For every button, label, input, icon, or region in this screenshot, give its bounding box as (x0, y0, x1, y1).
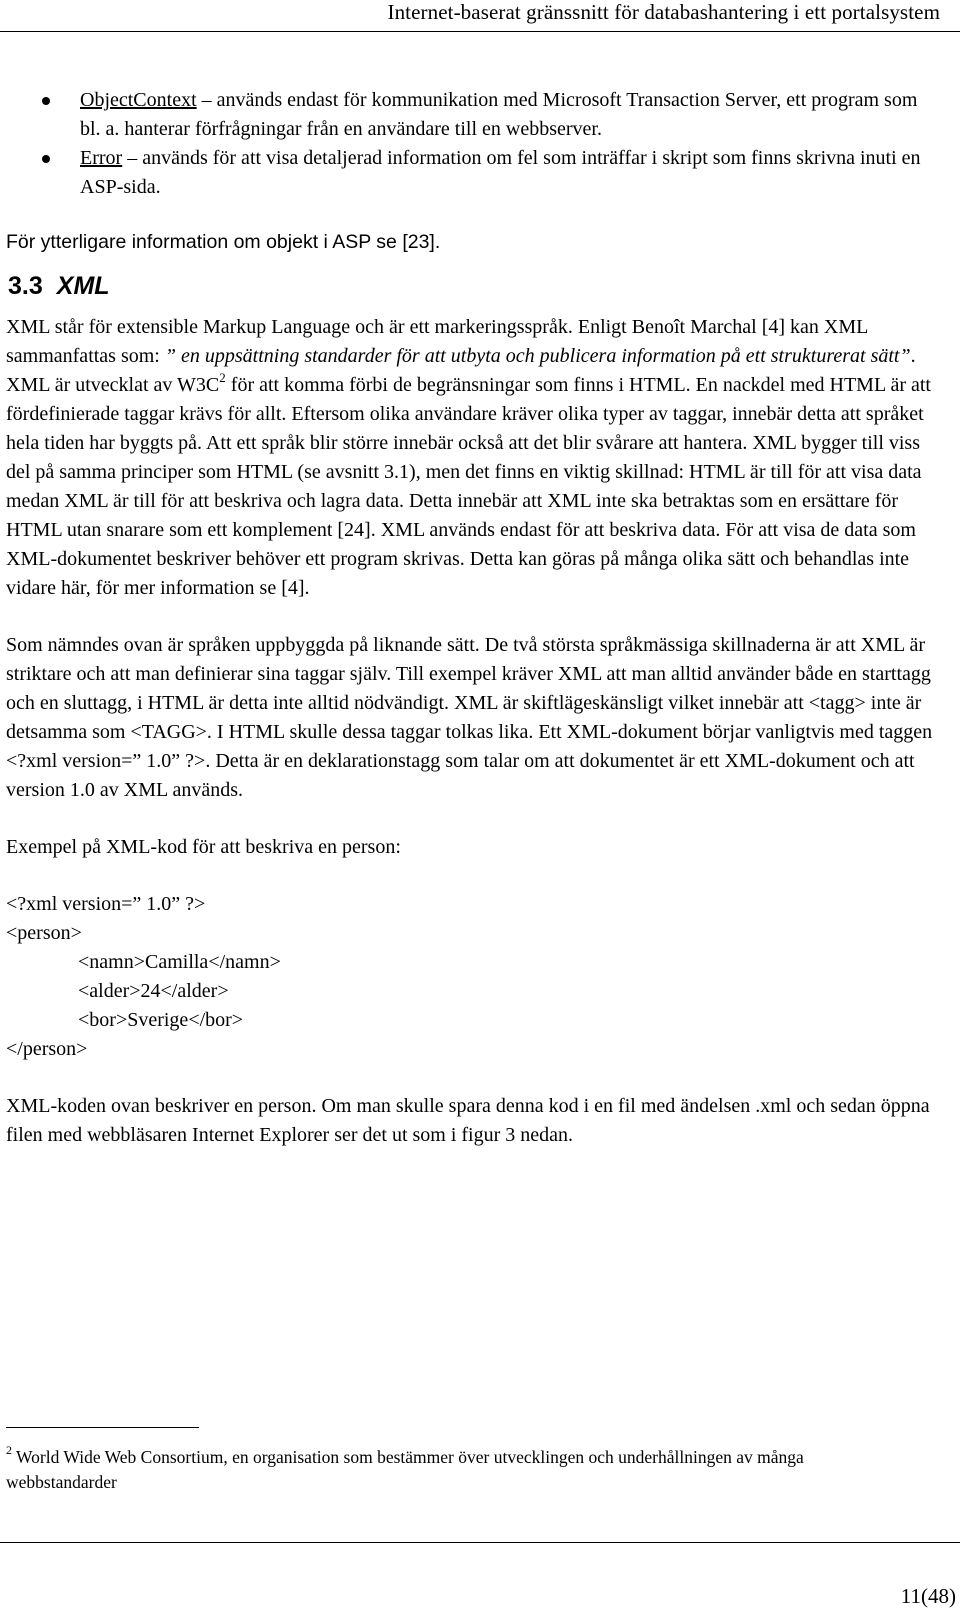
xml-code-example (6, 890, 936, 1064)
footnote-text: World Wide Web Consortium, en organisation som bestämmer över utvecklingen och underhållningen av många webbstandarder (6, 1447, 804, 1492)
footnote (6, 1445, 906, 1495)
paragraph-conclusion: XML-koden ovan beskriver en person. Om man skulle spara denna kod i en fil med ändelsen .xml och sedan öppna filen med webbläsaren Internet Explorer ser det ut som i figur 3 nedan. (6, 1095, 930, 1146)
spacer (6, 862, 936, 890)
spacer (6, 805, 936, 833)
quote-text: ” en uppsättning standarder för att utbyta och publicera information på ett strukturerat sätt” (164, 345, 911, 367)
spacer (6, 603, 936, 631)
term-objectcontext: ObjectContext (80, 89, 197, 111)
footer-divider (0, 1542, 960, 1543)
section-heading (8, 271, 936, 301)
section-number: 3.3 (8, 272, 43, 300)
paragraph-xml-intro (6, 313, 936, 603)
list-item (6, 86, 936, 144)
spacer (6, 202, 936, 228)
code-line: <bor>Sverige</bor> (78, 1009, 244, 1031)
bullet-icon (42, 155, 50, 163)
footnote-ref: 2 (219, 370, 226, 386)
object-list (6, 86, 936, 202)
example-intro: Exempel på XML-kod för att beskriva en person: (6, 836, 401, 858)
paragraph-text: för att komma förbi de begränsningar som finns i HTML. En nackdel med HTML är att fördefinierade taggar krävs för allt. Eftersom olika användare kräver olika typer av taggar, innebär detta att språket hela tiden har byggts på. Att ett språk blir större innebär också att det blir svårare att hantera. XML bygger till viss del på samma principer som HTML (se avsnitt 3.1), men det finns en viktig skillnad: HTML är till för att visa data medan XML är till för att beskriva och lagra data. Detta innebär att XML inte ska betraktas som en ersättare för HTML utan snarare som ett komplement [24]. XML används endast för att beskriva data. För att visa de data som XML-dokumentet beskriver behöver ett program skrivas. Detta kan göras på många olika sätt och behandlas inte vidare här, för mer information se [4]. (6, 374, 931, 599)
section-title: XML (56, 272, 110, 300)
bullet-icon (42, 97, 50, 105)
list-item-text: – används endast för kommunikation med Microsoft Transaction Server, ett program som bl. a. hanterar förfrågningar från en användare till en webbserver. (80, 89, 918, 140)
list-item (6, 144, 936, 202)
header-title: Internet-baserat gränssnitt för databashantering i ett portalsystem (387, 0, 940, 24)
paragraph-text: . XML är utvecklat av W3C (6, 345, 916, 396)
code-line: </person> (6, 1038, 88, 1060)
code-line: <alder>24</alder> (78, 980, 229, 1002)
paragraph-differences: Som nämndes ovan är språken uppbyggda på liknande sätt. De två största språkmässiga skillnaderna är att XML är striktare och att man definierar sina taggar själv. Till exempel kräver XML att man alltid använder både en starttagg och en sluttagg, i HTML är detta inte alltid nödvändigt. XML är skiftlägeskänsligt vilket innebär att <tagg> inte är detsamma som <TAGG>. I HTML skulle dessa taggar tolkas lika. Ett XML-dokument börjar vanligtvis med taggen <?xml version=” 1.0” ?>. Detta är en deklarationstagg som talar om att dokumentet är ett XML-dokument och att version 1.0 av XML används. (6, 634, 933, 801)
code-line: <person> (6, 922, 82, 944)
spacer (6, 1064, 936, 1092)
code-line: <?xml version=” 1.0” ?> (6, 893, 206, 915)
footnote-divider (6, 1427, 199, 1428)
list-item-text: – används för att visa detaljerad information om fel som inträffar i skript som finns skrivna inuti en ASP-sida. (80, 147, 921, 198)
footnote-number: 2 (6, 1443, 12, 1458)
intro-line: För ytterligare information om objekt i ASP se [23]. (6, 231, 441, 253)
page-content (6, 86, 936, 1150)
code-line: <namn>Camilla</namn> (78, 951, 281, 973)
term-error: Error (80, 147, 123, 169)
page-number: 11(48) (900, 1584, 956, 1608)
paragraph-text: XML står för extensible Markup Language och är ett markeringsspråk. Enligt Benoît Marchal [4] kan XML sammanfattas som: (6, 316, 868, 367)
page-header (0, 0, 960, 32)
